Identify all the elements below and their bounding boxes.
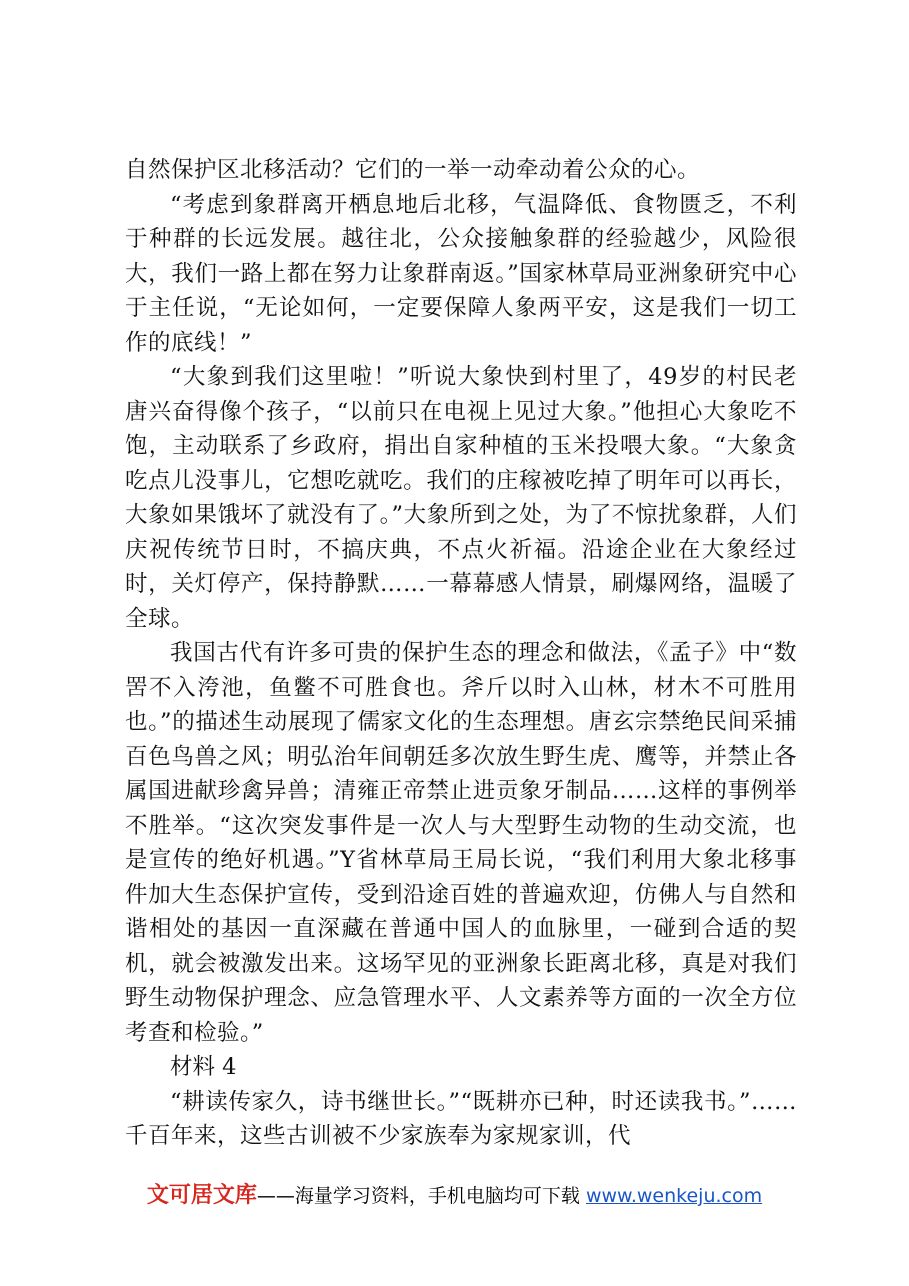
paragraph-1: 自然保护区北移活动？它们的一举一动牵动着公众的心。	[125, 157, 701, 183]
document-body	[125, 153, 797, 1154]
paragraph-2: “考虑到象群离开栖息地后北移，气温降低、食物匮乏，不利于种群的长远发展。越往北，公众接触象群的经验越少，风险很大，我们一路上都在努力让象群南返。”国家林草局亚洲象研究中心于主任说，“无论如何，一定要保障人象两平安，这是我们一切工作的底线！”	[125, 191, 797, 356]
paragraph-5: “耕读传家久，诗书继世长。”“既耕亦已种，时还读我书。”……千百年来，这些古训被不少家族奉为家规家训，代	[125, 1088, 797, 1149]
section-heading: 材料 4	[170, 1054, 237, 1080]
footer-banner	[0, 1181, 909, 1211]
footer-tagline: ——海量学习资料，手机电脑均可下载	[256, 1185, 580, 1207]
footer-site-link[interactable]: www.wenkeju.com	[585, 1185, 763, 1207]
paragraph-3: “大象到我们这里啦！”听说大象快到村里了，49岁的村民老唐兴奋得像个孩子，“以前只在电视上见过大象。”他担心大象吃不饱，主动联系了乡政府，捐出自家种植的玉米投喂大象。“大象贪吃点儿没事儿，它想吃就吃。我们的庄稼被吃掉了明年可以再长，大象如果饿坏了就没有了。”大象所到之处，为了不惊扰象群，人们庆祝传统节日时，不搞庆典，不点火祈福。沿途企业在大象经过时，关灯停产，保持静默……一幕幕感人情景，刷爆网络，温暖了全球。	[125, 364, 797, 632]
paragraph-4: 我国古代有许多可贵的保护生态的理念和做法，《孟子》中“数罟不入洿池，鱼鳖不可胜食也。斧斤以时入山林，材木不可胜用也。”的描述生动展现了儒家文化的生态理想。唐玄宗禁绝民间采捕百色鸟兽之风；明弘治年间朝廷多次放生野生虎、鹰等，并禁止各属国进献珍禽异兽；清雍正帝禁止进贡象牙制品……这样的事例举不胜举。“这次突发事件是一次人与大型野生动物的生动交流，也是宣传的绝好机遇。”Y省林草局王局长说，“我们利用大象北移事件加大生态保护宣传，受到沿途百姓的普遍欢迎，仿佛人与自然和谐相处的基因一直深藏在普通中国人的血脉里，一碰到合适的契机，就会被激发出来。这场罕见的亚洲象长距离北移，真是对我们野生动物保护理念、应急管理水平、人文素养等方面的一次全方位考查和检验。”	[125, 640, 797, 1046]
footer-brand: 文可居文库	[146, 1183, 257, 1208]
